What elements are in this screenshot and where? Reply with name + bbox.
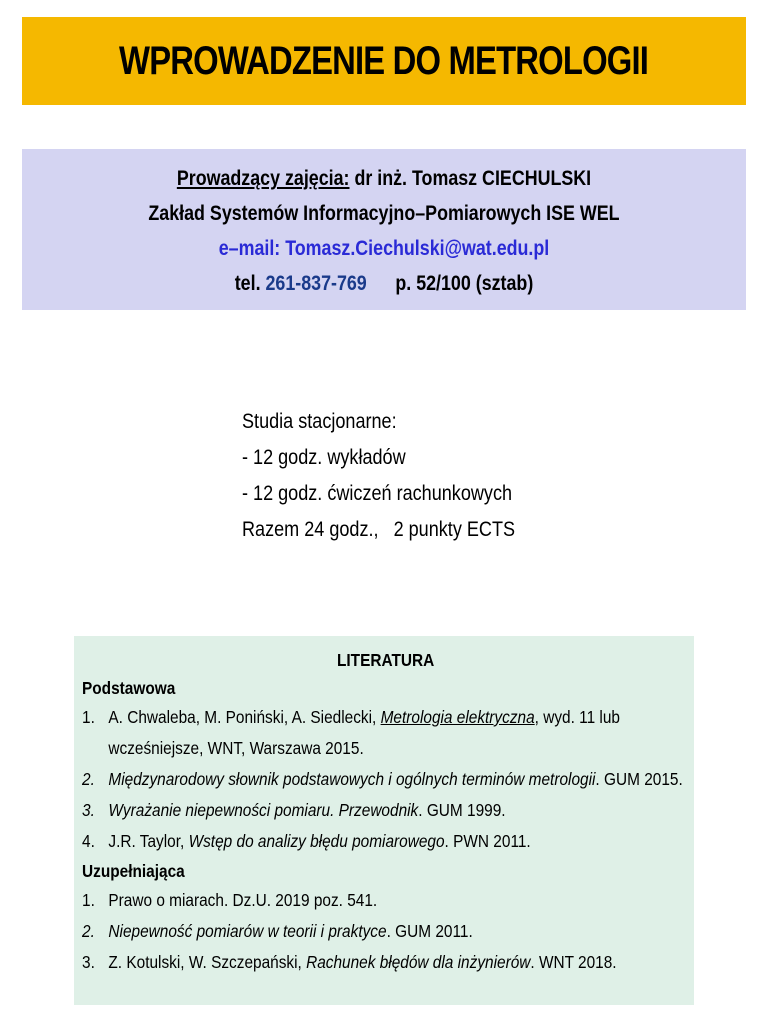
item-title: Międzynarodowy słownik podstawowych i ogólnych terminów metrologii [108,769,596,789]
lecturer-line [76,161,691,196]
item-details: . PWN 2011. [444,831,531,851]
item-details: . GUM 2011. [386,921,473,941]
basic-item-2 [82,764,689,795]
tel-number[interactable]: 261-837-769 [265,272,367,295]
item-number: 2. [82,921,95,941]
item-authors: A. Chwaleba, M. Poniński, A. Siedlecki, [108,707,381,727]
item-title: Wyrażanie niepewności pomiaru. Przewodnik [108,800,419,820]
email-link[interactable]: e–mail: Tomasz.Ciechulski@wat.edu.pl [218,237,550,260]
basic-item-1 [82,702,689,764]
literature-panel [74,636,694,1005]
item-details: Prawo o miarach. Dz.U. 2019 poz. 541. [108,890,378,910]
item-number: 1. [82,890,95,910]
item-details: . GUM 1999. [418,800,506,820]
item-details: . GUM 2015. [595,769,683,789]
supplementary-item-1 [82,885,689,916]
study-line: - 12 godz. ćwiczeń rachunkowych [242,482,513,505]
study-line: - 12 godz. wykładów [242,446,406,469]
supplementary-item-3 [82,947,689,978]
item-title: Wstęp do analizy błędu pomiarowego [188,831,445,851]
study-line: Razem 24 godz., 2 punkty ECTS [242,518,516,541]
item-number: 1. [82,707,95,727]
item-title: Metrologia elektryczna [380,707,535,727]
item-authors: J.R. Taylor, [108,831,189,851]
contact-panel [22,149,746,310]
study-line: Studia stacjonarne: [242,410,397,433]
item-title: Niepewność pomiarów w teorii i praktyce [108,921,387,941]
basic-item-4 [82,826,689,857]
lecturer-name: dr inż. Tomasz CIECHULSKI [354,167,592,190]
page-title: WPROWADZENIE DO METROLOGII [119,38,649,83]
supplementary-heading: Uzupełniająca [82,861,185,881]
item-details: . WNT 2018. [530,952,617,972]
lecturer-label: Prowadzący zajęcia: [176,167,350,190]
room-number: p. 52/100 (sztab) [395,272,534,295]
title-banner [22,17,746,105]
item-number: 3. [82,800,95,820]
basic-heading: Podstawowa [82,678,176,698]
literature-title: LITERATURA [336,650,435,670]
phone-room-line [76,266,691,301]
item-number: 4. [82,831,95,851]
item-title: Rachunek błędów dla inżynierów [306,952,531,972]
basic-item-3 [82,795,689,826]
supplementary-item-2 [82,916,689,947]
department-line: Zakład Systemów Informacyjno–Pomiarowych ISE WEL [148,202,620,225]
item-number: 2. [82,769,95,789]
study-info [242,404,642,548]
tel-label: tel. [234,272,261,295]
item-number: 3. [82,952,95,972]
item-details: , wyd. 11 lub wcześniejsze, WNT, Warszawa 2015. [108,707,620,758]
item-authors: Z. Kotulski, W. Szczepański, [108,952,307,972]
